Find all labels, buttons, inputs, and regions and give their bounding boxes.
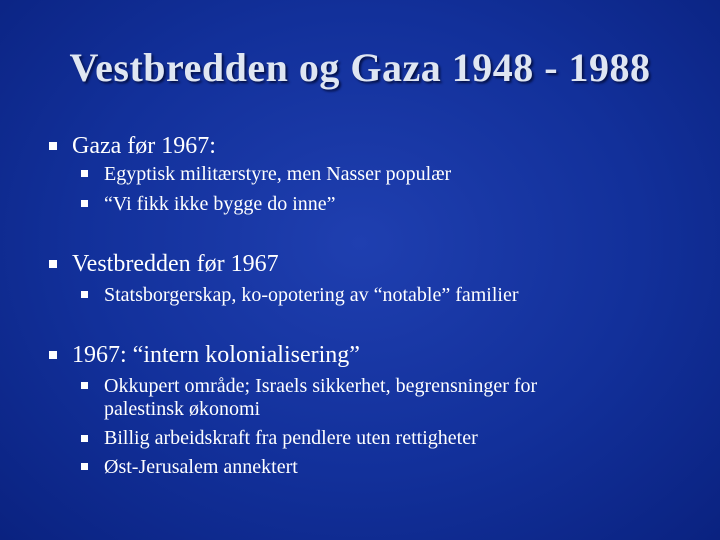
bullet-marker xyxy=(49,142,57,150)
sub-bullet-marker xyxy=(81,382,88,389)
list-item: “Vi fikk ikke bygge do inne” xyxy=(104,193,336,215)
section-heading-gaza: Gaza før 1967: xyxy=(72,133,216,159)
list-item: Egyptisk militærstyre, men Nasser populær xyxy=(104,163,452,185)
list-item: Okkupert område; Israels sikkerhet, begrensninger for xyxy=(104,375,538,397)
slide-title: Vestbredden og Gaza 1948 - 1988 xyxy=(69,45,651,90)
sub-bullet-marker xyxy=(81,463,88,470)
sub-bullet-marker xyxy=(81,435,88,442)
sub-bullet-marker xyxy=(81,200,88,207)
list-item: Billig arbeidskraft fra pendlere uten rettigheter xyxy=(104,427,478,449)
bullet-marker xyxy=(49,351,57,359)
section-heading-1967: 1967: “intern kolonialisering” xyxy=(72,342,360,368)
sub-bullet-marker xyxy=(81,291,88,298)
list-item-continuation: palestinsk økonomi xyxy=(104,398,261,420)
list-item: Statsborgerskap, ko-opotering av “notable” familier xyxy=(104,284,519,306)
list-item: Øst-Jerusalem annektert xyxy=(104,456,298,478)
sub-bullet-marker xyxy=(81,170,88,177)
section-heading-vestbredden: Vestbredden før 1967 xyxy=(72,251,279,277)
bullet-marker xyxy=(49,260,57,268)
